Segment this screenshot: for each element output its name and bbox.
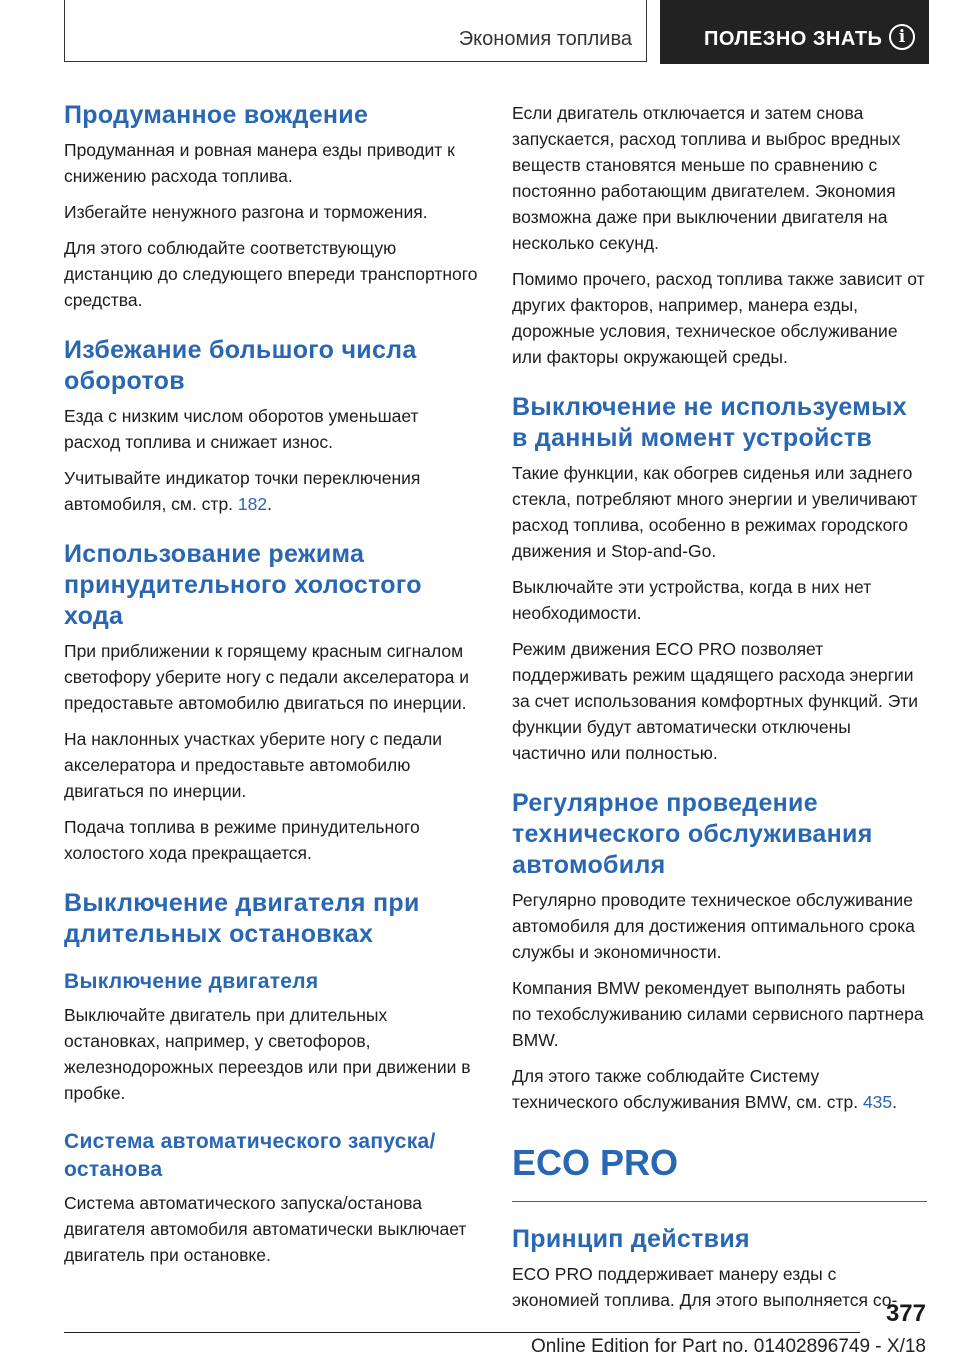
heading-maintenance: Регулярное проведение технического обслуживания автомобиля [512,789,873,879]
heading-high-rpm: Избежание большого числа оборотов [64,336,417,395]
section-title: Экономия топлива [458,28,632,50]
subheading-auto-start-stop: Система автоматического запуска/останова [64,1130,436,1181]
page-link-182[interactable]: 182 [237,494,268,514]
heading-principle: Принцип действия [512,1225,750,1253]
paragraph: Если двигатель отключается и затем снова запускается, расход топлива и выброс вредных веществ становятся меньше по сравнению с постоянно работающим двигателем. Экономия возможна даже при выключении двигателя на несколько секунд. [512,103,901,253]
paragraph: Для этого также соблюдайте Систему технического обслуживания BMW, см. стр. 435. [512,1066,898,1112]
paragraph: При приближении к горящему красным сигналом светофору уберите ногу с педали акселератора и предоставьте автомобилю двигаться по инерции. [64,641,470,713]
page-header [64,0,929,64]
tip-tab [660,0,929,64]
paragraph: Такие функции, как обогрев сиденья или заднего стекла, потребляют много энергии и увеличивают расход топлива, особенно в режимах городского движения и Stop-and-Go. [512,463,918,561]
paragraph: Езда с низким числом оборотов уменьшает расход топлива и снижает износ. [64,406,419,452]
paragraph: Выключайте эти устройства, когда в них нет необходимости. [512,577,872,623]
paragraph: Помимо прочего, расход топлива также зависит от других факторов, например, манера езды, дорожные условия, техническое обслуживание или факторы окружающей среды. [512,269,925,367]
paragraph: Режим движения ECO PRO позволяет поддерживать режим щадящего расхода энергии за счет использования комфортных функций. Эти функции будут автоматически отключены частично или полностью. [512,639,919,763]
tip-title: ПОЛЕЗНО ЗНАТЬ [704,28,883,50]
paragraph: Учитывайте индикатор точки переключения автомобиля, см. стр. 182. [64,468,421,514]
paragraph: Избегайте ненужного разгона и торможения. [64,202,428,222]
right-column [512,100,927,1323]
subheading-engine-off: Выключение двигателя [64,970,319,993]
paragraph: Для этого соблюдайте соответствующую дистанцию до следующего впереди транспортного средства. [64,238,478,310]
divider [512,1201,927,1202]
left-column [64,100,479,1278]
paragraph: На наклонных участках уберите ногу с педали акселератора и предоставьте автомобилю двигаться по инерции. [64,729,443,801]
footer-edition: Online Edition for Part no. 01402896749 - X/18 [530,1336,926,1357]
heading-careful-driving: Продуманное вождение [64,101,369,129]
page-link-435[interactable]: 435 [862,1092,893,1112]
info-icon: i [889,24,915,50]
paragraph: Подача топлива в режиме принудительного холостого хода прекращается. [64,817,420,863]
paragraph: Компания BMW рекомендует выполнять работы по техобслуживанию силами сервисного партнера BMW. [512,978,924,1050]
paragraph: Продуманная и ровная манера езды приводит к снижению расхода топлива. [64,140,455,186]
footer-divider [64,1332,860,1333]
eco-pro-title: ECO PRO [512,1142,679,1183]
page-number: 377 [885,1300,926,1327]
paragraph: Система автоматического запуска/останова двигателя автомобиля автоматически выключает двигатель при остановке. [64,1193,467,1265]
heading-unused-devices: Выключение не используемых в данный момент устройств [512,393,907,452]
paragraph: Выключайте двигатель при длительных остановках, например, у светофоров, железнодорожных переездов или при движении в пробке. [64,1005,471,1103]
section-tab [64,0,647,62]
paragraph: ECO PRO поддерживает манеру езды с экономией топлива. Для этого выполняется со- [512,1264,898,1310]
paragraph: Регулярно проводите техническое обслуживание автомобиля для достижения оптимального срока службы и экономичности. [512,890,915,962]
heading-coasting: Использование режима принудительного холостого хода [64,540,422,630]
heading-engine-off: Выключение двигателя при длительных остановках [64,889,420,948]
